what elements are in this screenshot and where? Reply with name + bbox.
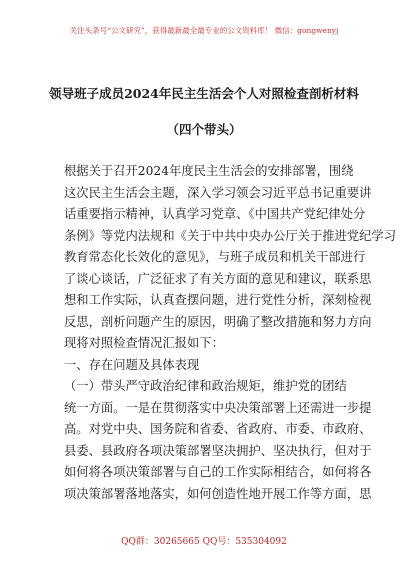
body-line: 教育常态化长效化的意见》，与班子成员和机关干部进行 xyxy=(64,250,366,264)
document-subtitle: （四个带头） xyxy=(166,122,242,137)
body-line: 话重要指示精神，认真学习党章、《中国共产党纪律处分 xyxy=(64,207,366,221)
body-line: 想和工作实际，认真查摆问题，进行党性分析，深刻检视 xyxy=(64,293,372,307)
body-line: 统一方面。一是在贯彻落实中央决策部署上还需进一步提 xyxy=(64,400,372,415)
body-line: 条例》等党内法规和《关于中共中央办公厅关于推进党纪学习 xyxy=(64,228,397,243)
body-line: （一）带头严守政治纪律和政治规矩，维护党的团结 xyxy=(64,379,347,393)
section-heading: 一、存在问题及具体表现 xyxy=(64,357,200,372)
body-line: 这次民主生活会主题，深入学习领会习近平总书记重要讲 xyxy=(64,185,372,200)
document-body xyxy=(64,161,397,505)
body-line: 根据关于召开2024年度民主生活会的安排部署，围绕 xyxy=(64,164,354,178)
body-line: 项决策部署落地落实，如何创造性地开展工作等方面，思 xyxy=(64,486,372,501)
body-line: 高。对党中央、国务院和省委、省政府、市委、市政府、 xyxy=(64,422,372,436)
body-line: 反思，剖析问题产生的原因，明确了整改措施和努力方向 xyxy=(64,314,372,329)
body-line: 县委、县政府各项决策部署坚决拥护、坚决执行，但对于 xyxy=(64,443,372,458)
footer-contact-text: QQ群：30265665 QQ号：535304092 xyxy=(121,537,287,547)
body-line: 了谈心谈话，广泛征求了有关方面的意见和建议，联系思 xyxy=(64,271,372,286)
document-title: 领导班子成员2024年民主生活会个人对照检查剖析材料 xyxy=(49,86,359,101)
body-line: 现将对照检查情况汇报如下： xyxy=(64,336,224,350)
header-promo-text: 关注头条号“公文研究”，获得最新最全最专业的公文资料库！ 微信：gongwenyj xyxy=(69,26,339,35)
body-line: 如何将各项决策部署与自己的工作实际相结合，如何将各 xyxy=(64,465,372,479)
